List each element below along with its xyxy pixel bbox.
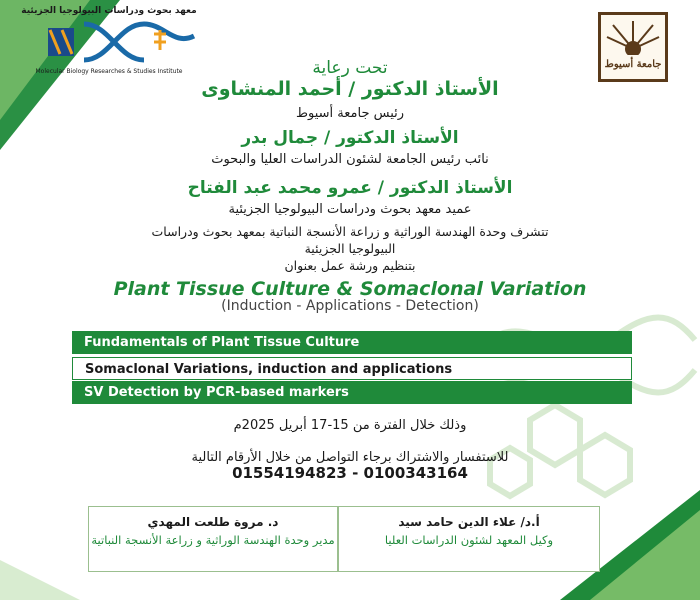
dean-name: الأستاذ الدكتور / عمرو محمد عبد الفتاح <box>187 178 513 198</box>
corner-decoration-bottom-left <box>0 560 80 600</box>
institute-name-en: Molecular Biology Researches & Studies Institute <box>35 68 183 75</box>
topic-item: SV Detection by PCR-based markers <box>72 381 632 404</box>
signature-right <box>338 506 600 572</box>
topic-item: Fundamentals of Plant Tissue Culture <box>72 331 632 354</box>
signature-left <box>88 506 338 572</box>
contact-numbers: 01554194823 - 0100343164 <box>232 464 468 482</box>
sun-rays-icon <box>601 15 665 55</box>
signature-left-role: مدير وحدة الهندسة الوراثية و زراعة الأنسجة النباتية <box>91 533 335 547</box>
topic-item: Somaclonal Variations, induction and applications <box>72 357 632 380</box>
dean-role: عميد معهد بحوث ودراسات البيولوجيا الجزيئية <box>228 202 472 217</box>
corner-decoration-bottom-right-light <box>590 510 700 600</box>
workshop-title: Plant Tissue Culture & Somaclonal Variation <box>113 278 587 300</box>
intro-line-1: تتشرف وحدة الهندسة الوراثية و زراعة الأنسجة النباتية بمعهد بحوث ودراسات <box>151 224 549 239</box>
president-name: الأستاذ الدكتور / أحمد المنشاوى <box>201 78 499 100</box>
institute-name-ar: معهد بحوث ودراسات البيولوجيا الجزيئية <box>21 6 197 16</box>
seal-text: جامعة أسيوط <box>604 59 662 70</box>
signature-right-role: وكيل المعهد لشئون الدراسات العليا <box>384 533 554 547</box>
intro-line-3: بتنظيم ورشة عمل بعنوان <box>284 258 416 273</box>
signature-left-name: د. مروة طلعت المهدي <box>147 515 279 529</box>
patronage-heading: تحت رعاية <box>312 58 388 78</box>
president-role: رئيس جامعة أسيوط <box>295 106 405 121</box>
vp-name: الأستاذ الدكتور / جمال بدر <box>241 128 459 148</box>
contact-line: للاستفسار والاشتراك برجاء التواصل من خلال الأرقام التالية <box>191 450 509 465</box>
vp-role: نائب رئيس الجامعة لشئون الدراسات العليا والبحوث <box>211 152 489 167</box>
signature-right-name: أ.د/ علاء الدين حامد سيد <box>398 515 540 529</box>
intro-line-2: البيولوجيا الجزيئية <box>304 241 396 256</box>
workshop-dates: وذلك خلال الفترة من 15-17 أبريل 2025م <box>233 418 467 433</box>
workshop-subtitle: (Induction - Applications - Detection) <box>221 298 479 314</box>
